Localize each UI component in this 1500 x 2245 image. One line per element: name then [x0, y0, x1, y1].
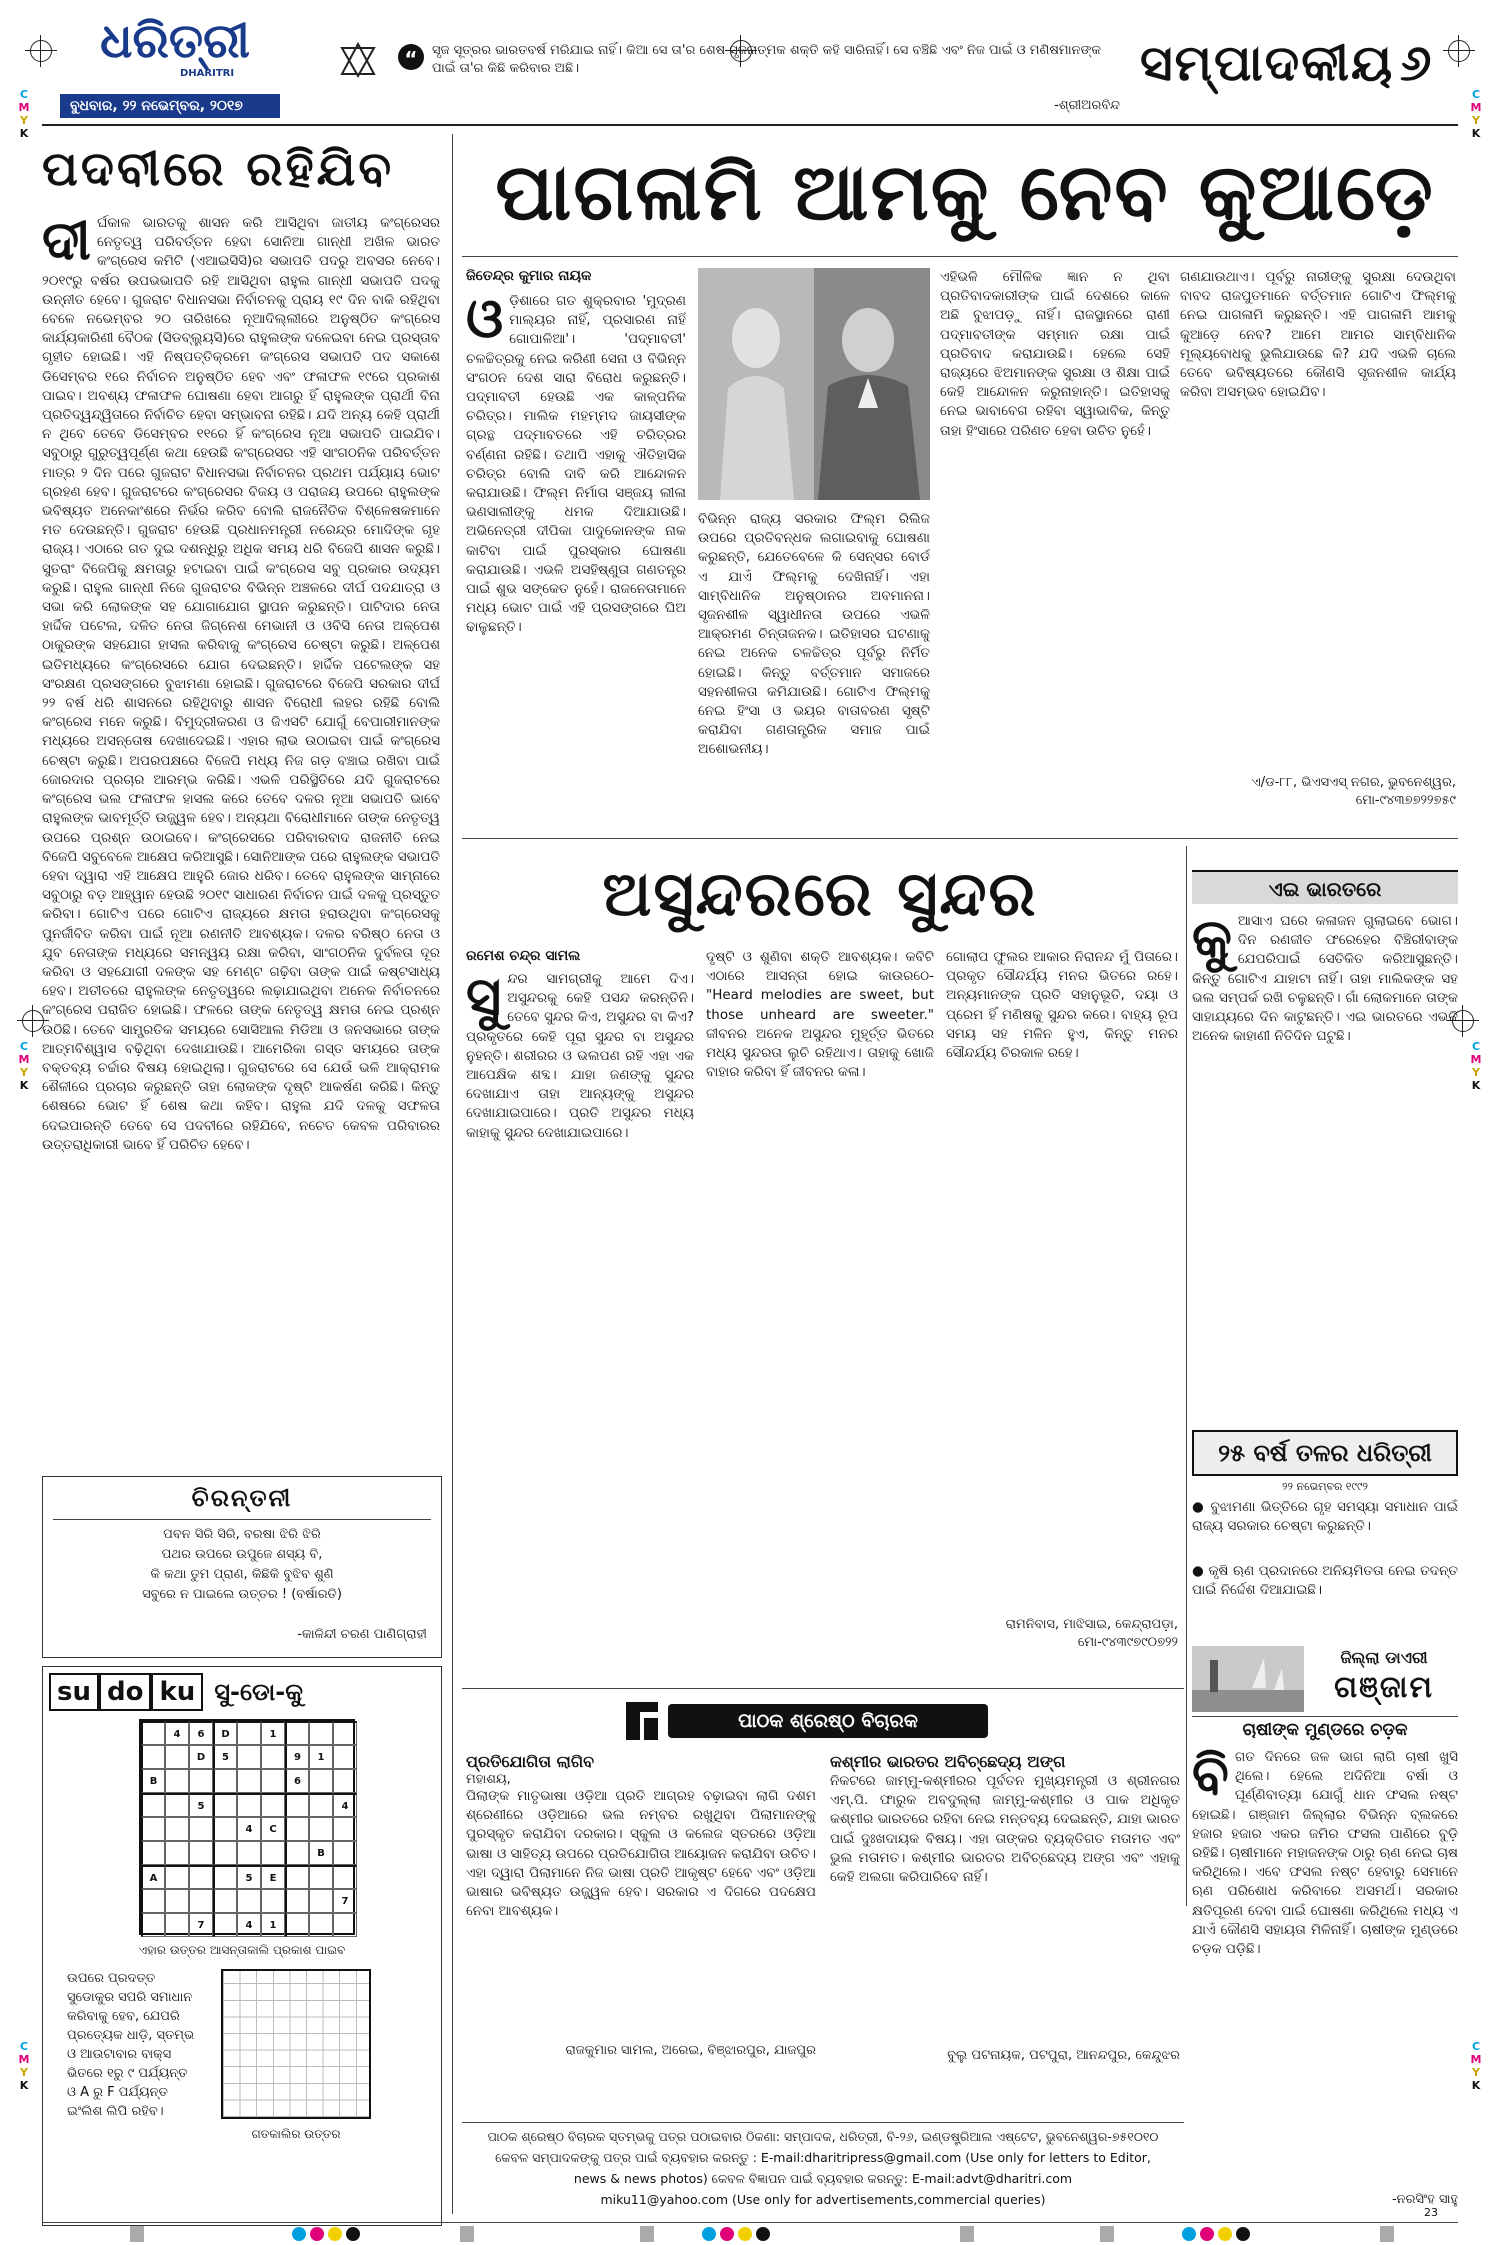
ei-bharatare: [1192, 846, 1458, 1416]
cmyk-mark: C M Y K: [1470, 2040, 1482, 2092]
sudoku-title-part: ku: [151, 1673, 203, 1711]
footer-line: news & news photos) କେବଳ ବିଜ୍ଞାପନ ପାଇଁ ବ୍ୟବହାର କରନ୍ତୁ: E-mail:advt@dharitri.com: [573, 2171, 1073, 2186]
phone-line: ମୋ-୯୪୩୯୭୯୦୭୨୨: [1077, 1635, 1178, 1650]
sudoku-cell: [165, 1865, 189, 1889]
zilla-photo: [1192, 1646, 1304, 1712]
sudoku-cell: 5: [189, 1793, 213, 1817]
masthead-quote: ସୃଜ ସୂତ୍ରର ଭାରତବର୍ଷ ମରିଯାଇ ନାହିଁ। କିଆ ସେ ତା'ର ଶେଷ ସୃଜନାତ୍ମକ ଶକ୍ତି କହି ସାରିନାହିଁ। ସେ ବଞ୍ଚିଛି ଏବଂ ନିଜ ପାଇଁ ଓ ମଣିଷମାନଙ୍କ ପାଇଁ ତା'ର କିଛି କରିବାର ଅଛି।: [432, 43, 1101, 76]
lighthouse-photo-icon: [1192, 1646, 1304, 1712]
page-number-odia: ୬: [1400, 33, 1434, 92]
poem-line: କି କଥା ତୁମ ପ୍ରାଣ, କିଛିକି ବୁଝିବ ଶୁଣି: [150, 1567, 334, 1582]
author-address: [946, 1616, 1178, 1652]
sudoku-title: [49, 1673, 439, 1713]
sudoku-cell: 7: [189, 1913, 213, 1937]
editorial-body: ଦୀର୍ଘକାଳ ଭାରତକୁ ଶାସନ କରି ଆସିଥିବା ଜାତୀୟ କଂଗ୍ରେସର ନେତୃତ୍ୱ ପରିବର୍ତ୍ତନ ହେବା ସୋନିଆ ଗାନ୍ଧୀ ଅଖିଳ ଭାରତ କଂଗ୍ରେସ କମିଟି (ଏଆଇସିସି)ର ସଭାପତି ପଦରୁ ଅବସର ନେବେ। ୨୦୧୯ରୁ ବର୍ଷର ଉପଭଭାପତି ରହି ଆସିଥିବା ରାହୁଲ ଗାନ୍ଧୀ ସଭାପତି ପଦକୁ ଉନ୍ନୀତ ହେବେ। ଗୁଜରାଟ ବିଧାନସଭା ନିର୍ବାଚନକୁ ପ୍ରାୟ ୧୯ ଦିନ ବାକି ରହିଥିବା ବେଳେ ନଭେମ୍ବର ୨୦ ତାରିଖରେ ନୂଆଦିଲ୍ଲୀରେ ଅନୁଷ୍ଠିତ କଂଗ୍ରେସ କାର୍ଯ୍ୟକାରିଣୀ ବୈଠକ (ସିଡବ୍ଲ୍ୟୁସି)ରେ ରାହୁଲଙ୍କ ଦଳେଇବା ନେଇ ପ୍ରସ୍ତାବ ଗୃହୀତ ହୋଇଛି। ଏହି ନିଷ୍ପତ୍ତିକ୍ରମେ କଂଗ୍ରେସ ସଭାପତି ପଦ ସକାଶେ ଡିସେମ୍ବର ୧ରେ ନିର୍ବାଚନ ଅନୁଷ୍ଠିତ ହେବ ଏବଂ ଫଳାଫଳ ୧୯ରେ ପ୍ରକାଶ ପାଇବ। ଅବଶ୍ୟ ଫଳାଫଳ ଘୋଷଣା ହେବା ଆଗରୁ ହିଁ ରାହୁଲଙ୍କ ପ୍ରାର୍ଥୀ ବିନା ପ୍ରତିଦ୍ୱନ୍ଦ୍ୱିତାରେ ନିର୍ବାଚିତ ହେବା ସମ୍ଭାବନା ରହିଛି। ଯଦି ଅନ୍ୟ କେହି ପ୍ରାର୍ଥୀ ନ ଥିବେ ତେବେ ଡିସେମ୍ବର ୧୧ରେ ହିଁ କଂଗ୍ରେସ ନୂଆ ସଭାପତି ପାଇଯିବ। ସବୁଠାରୁ ଗୁରୁତ୍ୱପୂର୍ଣ୍ଣ କଥା ହେଉଛି କଂଗ୍ରେସର ଏହି ସାଂଗଠନିକ ପରିବର୍ତ୍ତନ ମାତ୍ର ୨ ଦିନ ପରେ ଗୁଜରାଟ ବିଧାନସଭା ନିର୍ବାଚନର ପ୍ରଥମ ପର୍ଯ୍ୟାୟ ଭୋଟ ଗ୍ରହଣ ହେବ। ଗୁଜରାଟରେ କଂଗ୍ରେସର ବିଜୟ ଓ ପରାଜୟ ଉପରେ ରାହୁଲଙ୍କ ଭବିଷ୍ୟତ ଅନେକାଂଶରେ ନିର୍ଭର କରିବ ବୋଲି ରାଜନୈତିକ ବିଶ୍ଳେଷକମାନେ ମତ ଦେଉଛନ୍ତି। ଗୁଜରାଟ ହେଉଛି ପ୍ରଧାନମନ୍ତ୍ରୀ ନରେନ୍ଦ୍ର ମୋଦିଙ୍କ ଗୃହ ରାଜ୍ୟ। ଏଠାରେ ଗତ ଦୁଇ ଦଶନ୍ଧିରୁ ଅଧିକ ସମୟ ଧରି ବିଜେପି ଶାସନ କରୁଛି। ସୁତରାଂ ବିଜେପିକୁ କ୍ଷମତାରୁ ହଟାଇବା ପାଇଁ କଂଗ୍ରେସ ସବୁ ପ୍ରକାର ଉଦ୍ୟମ କରୁଛି। ରାହୁଲ ଗାନ୍ଧୀ ନିଜେ ଗୁଜରାଟର ବିଭିନ୍ନ ଅଞ୍ଚଳରେ ଦୀର୍ଘ ପଦଯାତ୍ରା ଓ ସଭା କରି ଲୋକଙ୍କ ସହ ଯୋଗାଯୋଗ ସ୍ଥାପନ କରୁଛନ୍ତି। ପାଟିଦାର ନେତା ହାର୍ଦ୍ଦିକ ପଟେଲ, ଦଳିତ ନେତା ଜିଗ୍ନେଶ ମେଭାନୀ ଓ ଓବିସି ନେତା ଅଳ୍ପେଶ ଠାକୁରଙ୍କ ସହଯୋଗ ହାସଲ କରିବାକୁ କଂଗ୍ରେସ ଚେଷ୍ଟା କରୁଛି। ଅଳ୍ପେଶ ଇତିମଧ୍ୟରେ କଂଗ୍ରେସରେ ଯୋଗ ଦେଇଛନ୍ତି। ହାର୍ଦ୍ଦିକ ପଟେଲଙ୍କ ସହ ସଂରକ୍ଷଣ ପ୍ରସଙ୍ଗରେ ବୁଝାମଣା ହୋଇଛି। ଗୁଜରାଟରେ ବିଜେପି ସରକାର ଦୀର୍ଘ ୨୨ ବର୍ଷ ଧରି ଶାସନରେ ରହିଥିବାରୁ ଶାସନ ବିରୋଧୀ ଲହର ରହିଛି ବୋଲି କଂଗ୍ରେସ ମନେ କରୁଛି। ବିମୁଦ୍ରୀକରଣ ଓ ଜିଏସଟି ଯୋଗୁଁ ବେପାରୀମାନଙ୍କ ମଧ୍ୟରେ ଅସନ୍ତୋଷ ଦେଖାଦେଇଛି। ଏହାର ଲାଭ ଉଠାଇବା ପାଇଁ କଂଗ୍ରେସ ଚେଷ୍ଟା କରୁଛି। ଅପରପକ୍ଷରେ ବିଜେପି ମଧ୍ୟ ନିଜ ଗଡ଼ ବଞ୍ଚାଇ ରଖିବା ପାଇଁ ଜୋରଦାର ପ୍ରଚାର ଆରମ୍ଭ କରିଛି। ଏଭଳି ପରିସ୍ଥିତିରେ ଯଦି ଗୁଜରାଟରେ କଂଗ୍ରେସ ଭଲ ଫଳାଫଳ ହାସଲ କରେ ତେବେ ଦଳର ନୂଆ ସଭାପତି ଭାବେ ରାହୁଲଙ୍କ ଭାବମୂର୍ତ୍ତି ଉଜ୍ଜ୍ୱଳ ହେବ। ଅନ୍ୟଥା ବିରୋଧୀମାନେ ତାଙ୍କ ନେତୃତ୍ୱ ଉପରେ ପ୍ରଶ୍ନ ଉଠାଇବେ। କଂଗ୍ରେସରେ ପରିବାରବାଦ ରାଜନୀତି ନେଇ ବିଜେପି ସବୁବେଳେ ଆକ୍ଷେପ କରିଆସୁଛି। ସୋନିଆଙ୍କ ପରେ ରାହୁଲଙ୍କ ସଭାପତି ହେବା ଦ୍ୱାରା ଏହି ଆକ୍ଷେପ ଆହୁରି ଜୋର ଧରିବ। ତେବେ ରାହୁଲଙ୍କ ସାମ୍ନାରେ ସବୁଠାରୁ ବଡ଼ ଆହ୍ୱାନ ହେଉଛି ୨୦୧୯ ସାଧାରଣ ନିର୍ବାଚନ ପାଇଁ ଦଳକୁ ପ୍ରସ୍ତୁତ କରିବା। ଗୋଟିଏ ପରେ ଗୋଟିଏ ରାଜ୍ୟରେ କ୍ଷମତା ହରାଉଥିବା କଂଗ୍ରେସକୁ ପୁନର୍ଜୀବିତ କରିବା ପାଇଁ ନୂଆ ରଣନୀତି ଆବଶ୍ୟକ। ଦଳର ବରିଷ୍ଠ ନେତା ଓ ଯୁବ ନେତାଙ୍କ ମଧ୍ୟରେ ସମନ୍ୱୟ ରକ୍ଷା କରିବା, ସାଂଗଠନିକ ଦୁର୍ବଳତା ଦୂର କରିବା ଓ ସହଯୋଗୀ ଦଳଙ୍କ ସହ ମେଣ୍ଟ ଗଢ଼ିବା ତାଙ୍କ ପାଇଁ କଷ୍ଟସାଧ୍ୟ ହେବ। ଅତୀତରେ ରାହୁଲଙ୍କ ନେତୃତ୍ୱରେ ଲଢ଼ାଯାଇଥିବା ଅନେକ ନିର୍ବାଚନରେ କଂଗ୍ରେସ ପରାଜିତ ହୋଇଛି। ଫଳରେ ତାଙ୍କ ନେତୃତ୍ୱ କ୍ଷମତା ନେଇ ପ୍ରଶ୍ନ ଉଠିଛି। ତେବେ ସାମ୍ପ୍ରତିକ ସମୟରେ ସୋସିଆଲ ମିଡିଆ ଓ ଜନସଭାରେ ତାଙ୍କ ଆତ୍ମବିଶ୍ୱାସ ବଢ଼ିଥିବା ଦେଖାଯାଉଛି। ଆମେରିକା ଗସ୍ତ ସମୟରେ ତାଙ୍କ ବକ୍ତବ୍ୟ ଚର୍ଚ୍ଚାର ବିଷୟ ହୋଇଥିଲା। ଗୁଜରାଟରେ ସେ ଯେଉଁ ଭଳି ଆକ୍ରାମକ ଶୈଳୀରେ ପ୍ରଚାର କରୁଛନ୍ତି ତାହା ଲୋକଙ୍କ ଦୃଷ୍ଟି ଆକର୍ଷଣ କରିଛି। କିନ୍ତୁ ଶେଷରେ ଭୋଟ ହିଁ ଶେଷ କଥା କହିବ। ରାହୁଲ ଯଦି ଦଳକୁ ସଫଳତା ଦେଇପାରନ୍ତି ତେବେ ସେ ପଦବୀରେ ରହିଯିବେ, ନଚେତ କେବଳ ପରିବାରର ଉତ୍ତରାଧିକାରୀ ଭାବେ ହିଁ ପରିଚିତ ହେବେ।: [42, 214, 440, 1153]
article-column: ଏହିଭଳି ମୌଳିକ ଜ୍ଞାନ ନ ଥିବା ପ୍ରତିବାଦକାରୀଙ୍କ ପାଇଁ ଦେଶରେ କାଳେ ଅଛି ବୁଝାପଡ଼ୁ ନାହିଁ। ରାଜସ୍ଥାନରେ ରାଣୀ ପଦ୍ମାବତୀଙ୍କ ସମ୍ମାନ ରକ୍ଷା ପାଇଁ ପ୍ରତିବାଦ କରାଯାଉଛି। ହେଲେ ସେହି ରାଜ୍ୟରେ ଝିଅମାନଙ୍କ ସୁରକ୍ଷା ଓ ଶିକ୍ଷା ପାଇଁ କେହି ଆନ୍ଦୋଳନ କରୁନାହାନ୍ତି। ଇତିହାସକୁ ନେଇ ଭାବାବେଗ ରହିବା ସ୍ୱାଭାବିକ, କିନ୍ତୁ ତାହା ହିଂସାରେ ପରିଣତ ହେବା ଉଚିତ ନୁହେଁ।: [940, 269, 1170, 439]
sudoku-cell: [213, 1841, 237, 1865]
footer-line: ପାଠକ ଶ୍ରେଷ୍ଠ ବିଚାରକ ସ୍ତମ୍ଭକୁ ପତ୍ର ପଠାଇବାର ଠିକଣା: ସମ୍ପାଦକ, ଧରିତ୍ରୀ, ବି-୨୬, ଇଣ୍ଡଷ୍ଟ୍ରିଆଲ ଏଷ୍ଟେଟ, ଭୁବନେଶ୍ୱର-୭୫୧୦୧୦: [487, 2129, 1159, 2144]
sudoku-cell: [237, 1721, 261, 1745]
sudoku-answer-caption: ଏହାର ଉତ୍ତର ଆସନ୍ତାକାଲି ପ୍ରକାଶ ପାଇବ: [138, 1943, 346, 1957]
dropcap: କୁ: [1192, 912, 1232, 970]
poem-line: ସବୁରେ ନ ପାଇଲେ ଉତ୍ତର ! (ବର୍ଷାରତି): [142, 1587, 342, 1602]
sudoku-cell: [261, 1769, 285, 1793]
poem: [43, 1525, 441, 1605]
sudoku-cell: [237, 1793, 261, 1817]
sudoku-cell: 1: [309, 1745, 333, 1769]
page-number: 23: [1424, 2206, 1438, 2219]
sudoku-cell: [309, 1889, 333, 1913]
zilla-title: ଚାଷୀଙ୍କ ମୁଣ୍ଡରେ ଚଡ଼କ: [1242, 1720, 1408, 1740]
sudoku-cell: 4: [237, 1913, 261, 1937]
sudoku-cell: [285, 1913, 309, 1937]
sudoku-cell: [189, 1841, 213, 1865]
sudoku-cell: [213, 1889, 237, 1913]
registration-mark-icon: [1448, 40, 1470, 62]
poem-author: -କାଳିନ୍ଦୀ ଚରଣ ପାଣିଗ୍ରାହୀ: [297, 1627, 427, 1642]
poem-line: ପବନ ସିରି ସିରି, ବରଷା ଝିରି ଝିରି: [163, 1527, 321, 1542]
sudoku-cell: [333, 1745, 357, 1769]
sudoku-grid: [139, 1719, 355, 1935]
article-column: ସୁନ୍ଦର ସାମଗ୍ରୀକୁ ଆମେ ଦିଏ। ଅସୁନ୍ଦରକୁ କେହି ପସନ୍ଦ କରନ୍ତିନି। ତେବେ ସୁନ୍ଦର କିଏ, ଅସୁନ୍ଦର ବା କିଏ? ପ୍ରକୃତରେ କେହି ପୂରା ସୁନ୍ଦର ବା ଅସୁନ୍ଦର ନୁହନ୍ତି। ଶରୀରର ଓ ଭଲପଣ ରହି ଏହା ଏକ ଆପେକ୍ଷିକ ଶବ୍ଦ। ଯାହା ଜଣଙ୍କୁ ସୁନ୍ଦର ଦେଖାଯାଏ ତାହା ଆନ୍ୟଙ୍କୁ ଅସୁନ୍ଦର ଦେଖାଯାଇପାରେ। ପ୍ରତି ଅସୁନ୍ଦର ମଧ୍ୟ କାହାକୁ ସୁନ୍ଦର ଦେଖାଯାଇପାରେ।: [466, 970, 694, 1141]
letters-banner-title: ପାଠକ ଶ୍ରେଷ୍ଠ ବିଚାରକ: [668, 1704, 988, 1738]
sudoku-cell: [333, 1769, 357, 1793]
masthead-quote-author: -ଶ୍ରୀଅରବିନ୍ଦ: [1054, 98, 1120, 113]
sudoku-cell: [237, 1841, 261, 1865]
sudoku-cell: [333, 1913, 357, 1937]
sudoku-cell: 1: [261, 1913, 285, 1937]
author-address: [1180, 774, 1456, 810]
footer-line: କେବଳ ସମ୍ପାଦକଙ୍କୁ ପତ୍ର ପାଇଁ ବ୍ୟବହାର କରନ୍ତୁ : E-mail:dharitripress@gmail.com (Use only for letters to Editor,: [495, 2150, 1151, 2165]
sudoku-cell: [189, 1889, 213, 1913]
letters-logo-icon: [622, 1698, 662, 1744]
sudoku-cell: [333, 1865, 357, 1889]
sudoku-cell: [309, 1721, 333, 1745]
zilla-label: ଜିଲ୍ଲା ଡାଏରୀ: [1340, 1648, 1428, 1667]
zilla-signature: -ନରସିଂହ ସାହୁ: [1391, 2192, 1458, 2207]
article-column: ଗଣଯାଉଥାଏ। ପୂର୍ବରୁ ନାରୀଙ୍କୁ ସୁରକ୍ଷା ଦେଉଥିବା ବାବଦ ରାଜପୁତମାନେ ବର୍ତ୍ତମାନ ଗୋଟିଏ ଫିଲ୍ମକୁ ନେଇ ପାଗଳାମି କରୁଛନ୍ତି। ଏହି ପାଗଳାମି ଆମକୁ କୁଆଡ଼େ ନେବ? ଆମେ ଆମର ସାମ୍ବିଧାନିକ ମୂଲ୍ୟବୋଧକୁ ଭୁଲିଯାଉଛେ କି? ଯଦି ଏଭଳି ଚାଲେ ତେବେ ଭବିଷ୍ୟତରେ କୌଣସି ସୃଜନଶୀଳ କାର୍ଯ୍ୟ କରିବା ଅସମ୍ଭବ ହୋଇଯିବ।: [1180, 269, 1456, 401]
sudoku-cell: [165, 1745, 189, 1769]
sudoku-cell: [285, 1721, 309, 1745]
sudoku-cell: 4: [237, 1817, 261, 1841]
sudoku-cell: [141, 1817, 165, 1841]
sudoku-cell: [333, 1817, 357, 1841]
sudoku-cell: 7: [333, 1889, 357, 1913]
sudoku-cell: [237, 1769, 261, 1793]
ei-bharatare-title: ଏଇ ଭାରତରେ: [1192, 870, 1458, 904]
sudoku-cell: 5: [213, 1745, 237, 1769]
archive-date: ୨୨ ନଭେମ୍ବର ୧୯୯୨: [1282, 1480, 1368, 1493]
sudoku-cell: [261, 1745, 285, 1769]
archive-banner: ୨୫ ବର୍ଷ ତଳର ଧରିତ୍ରୀ: [1192, 1430, 1458, 1476]
address-line: ରାମନିବାସ, ମାଝିସାଇ, କେନ୍ଦ୍ରାପଡ଼ା,: [1005, 1617, 1178, 1632]
sudoku-cell: [165, 1913, 189, 1937]
sudoku-cell: [309, 1913, 333, 1937]
chirantani-box: [42, 1476, 442, 1658]
sudoku-cell: B: [309, 1841, 333, 1865]
logo: ଧରିତ୍ରୀ: [100, 13, 250, 69]
letter-body: ପିଲାଙ୍କ ମାତୃଭାଷା ଓଡ଼ିଆ ପ୍ରତି ଆଗ୍ରହ ବଢ଼ାଇବା ଲାଗି ଦଶମ ଶ୍ରେଣୀରେ ଓଡ଼ିଆରେ ଭଲ ନମ୍ବର ରଖୁଥିବା ପିଲାମାନଙ୍କୁ ପୁରସ୍କୃତ କରାଯିବା ଦରକାର। ସ୍କୁଲ ଓ କଲେଜ ସ୍ତରରେ ଓଡ଼ିଆ ଭାଷା ଓ ସାହିତ୍ୟ ଉପରେ ପ୍ରତିଯୋଗିତା ଆୟୋଜନ କରାଯିବା ଉଚିତ। ଏହା ଦ୍ୱାରା ପିଲାମାନେ ନିଜ ଭାଷା ପ୍ରତି ଆକୃଷ୍ଟ ହେବେ ଏବଂ ଓଡ଼ିଆ ଭାଷାର ଭବିଷ୍ୟତ ଉଜ୍ଜ୍ୱଳ ହେବ। ସରକାର ଏ ଦିଗରେ ପଦକ୍ଷେପ ନେବା ଆବଶ୍ୟକ।: [466, 1788, 816, 1920]
sudoku-cell: [189, 1817, 213, 1841]
letter-salutation: ମହାଶୟ,: [466, 1772, 511, 1787]
sudoku-cell: [213, 1913, 237, 1937]
article-photo: [698, 268, 930, 500]
sudoku-cell: A: [141, 1865, 165, 1889]
sudoku-cell: [309, 1793, 333, 1817]
sudoku-cell: [309, 1769, 333, 1793]
zilla-district: ଗଞ୍ଜାମ: [1334, 1670, 1434, 1705]
address-line: ଏ/ଡ-୮୮, ଭିଏସଏସ୍ ନଗର, ଭୁବନେଶ୍ୱର,: [1251, 775, 1456, 790]
second-article: [462, 948, 1182, 1678]
emblem-icon: [338, 40, 378, 80]
phone-line: ମୋ-୯୪୩୭୭୨୨୭୫୯: [1355, 793, 1456, 808]
poem-line: ପଥର ଉପରେ ଉପୁଜେ ଶସ୍ୟ ବି,: [161, 1547, 323, 1562]
sudoku-cell: [141, 1913, 165, 1937]
chirantani-title: ଚିରନ୍ତନୀ: [191, 1483, 293, 1512]
main-headline: ପାଗଳାମି ଆମକୁ ନେବ କୁଆଡ଼େ: [495, 147, 1435, 238]
sudoku-cell: [141, 1889, 165, 1913]
sudoku-cell: 6: [189, 1721, 213, 1745]
padmavati-photo-icon: [698, 268, 930, 500]
sudoku-cell: 5: [237, 1865, 261, 1889]
sudoku-cell: B: [141, 1769, 165, 1793]
sudoku-cell: [237, 1745, 261, 1769]
main-article: [462, 262, 1458, 832]
registration-mark-icon: [30, 40, 52, 62]
article-column: ଗୋଲାପ ଫୁଲର ଆକାର ନିରାନନ୍ଦ ମୁଁ ପିତାରେ। ପ୍ରକୃତ ସୌନ୍ଦର୍ଯ୍ୟ ମନର ଭିତରେ ରହେ। ଅନ୍ୟମାନଙ୍କ ପ୍ରତି ସହାନୁଭୂତି, ଦୟା ଓ ପ୍ରେମ ହିଁ ମଣିଷକୁ ସୁନ୍ଦର କରେ। ବାହ୍ୟ ରୂପ ସମୟ ସହ ମଳିନ ହୁଏ, କିନ୍ତୁ ମନର ସୌନ୍ଦର୍ଯ୍ୟ ଚିରକାଳ ରହେ।: [946, 949, 1178, 1062]
sudoku-rules: ଉପରେ ପ୍ରଦତ୍ତ ସୁଡୋକୁର ସପରି ସମାଧାନ କରିବାକୁ ହେବ, ଯେପରି ପ୍ରତ୍ୟେକ ଧାଡ଼ି, ସ୍ତମ୍ଭ ଓ ଆଉଟାବାର ବାକ୍ସ ଭିତରେ ୧ରୁ ୯ ପର୍ଯ୍ୟନ୍ତ ଓ A ରୁ F ପର୍ଯ୍ୟନ୍ତ ଇଂଲିଶ ଲିପି ରହିବ।: [67, 1971, 195, 2119]
editorial-headline: ପଦବୀରେ ରହିଯିବ: [42, 141, 395, 197]
second-headline: ଅସୁନ୍ଦରରେ ସୁନ୍ଦର: [602, 857, 1038, 930]
letters-section: [462, 1694, 1184, 2219]
sudoku-cell: [285, 1865, 309, 1889]
sudoku-cell: [213, 1793, 237, 1817]
archive-item: ● କୃଷି ଋଣ ପ୍ରଦାନରେ ଅନିୟମିତତା ନେଇ ତଦନ୍ତ ପାଇଁ ନିର୍ଦ୍ଦେଶ ଦିଆଯାଇଛି।: [1192, 1563, 1458, 1599]
masthead: [0, 0, 1500, 130]
zilla-body: ବିଗତ ଦିନରେ ଜଳ ଭାଗ ଲାଗି ଚାଷୀ ଖୁସି ଥିଲେ। ହେଲେ ଅଦିନିଆ ବର୍ଷା ଓ ଘୂର୍ଣ୍ଣିବାତ୍ୟା ଯୋଗୁଁ ଧାନ ଫସଲ ନଷ୍ଟ ହୋଇଛି। ଗଞ୍ଜାମ ଜିଲ୍ଲାର ବିଭିନ୍ନ ବ୍ଲକରେ ହଜାର ହଜାର ଏକର ଜମିର ଫସଲ ପାଣିରେ ବୁଡ଼ି ରହିଛି। ଚାଷୀମାନେ ମହାଜନଙ୍କ ଠାରୁ ଋଣ ନେଇ ଚାଷ କରିଥିଲେ। ଏବେ ଫସଲ ନଷ୍ଟ ହେବାରୁ ସେମାନେ ଋଣ ପରିଶୋଧ କରିବାରେ ଅସମର୍ଥ। ସରକାର କ୍ଷତିପୂରଣ ଦେବା ପାଇଁ ଘୋଷଣା କରିଥିଲେ ମଧ୍ୟ ଏ ଯାଏଁ କୌଣସି ସହାୟତା ମିଳିନାହିଁ। ଚାଷୀଙ୍କ ମୁଣ୍ଡରେ ଚଡ଼କ ପଡ଼ିଛି।: [1192, 1748, 1458, 1958]
letter-right: [830, 1752, 1180, 2112]
sudoku-cell: [261, 1889, 285, 1913]
previous-solution-caption: ଗତକାଲିର ଉତ୍ତର: [251, 2127, 341, 2141]
dropcap: ଦୀ: [42, 214, 91, 272]
sudoku-cell: [285, 1817, 309, 1841]
article-column: ଓଡ଼ିଶାରେ ଗତ ଶୁକ୍ରବାର 'ମୁଦ୍ରଣ ମାଲ୍ୟର ନାହିଁ, ପ୍ରସାରଣ ନାହିଁ ଗୋପାଳିଆ'। 'ପଦ୍ମାବତୀ' ଚଳଚ୍ଚିତ୍ରକୁ ନେଇ କରିଣୀ ସେନା ଓ ବିଭିନ୍ନ ସଂଗଠନ ଦେଶ ସାରା ବିରୋଧ କରୁଛନ୍ତି। ପଦ୍ମାବତୀ ହେଉଛି ଏକ କାଳ୍ପନିକ ଚରିତ୍ର। ମାଲିକ ମହମ୍ମଦ ଜାୟସୀଙ୍କ ଗ୍ରନ୍ଥ ପଦ୍ମାବତରେ ଏହି ଚରିତ୍ରର ବର୍ଣ୍ଣନା ରହିଛି। ତଥାପି ଏହାକୁ ଐତିହାସିକ ଚରିତ୍ର ବୋଲି ଦାବି କରି ଆନ୍ଦୋଳନ କରାଯାଉଛି। ଫିଲ୍ମ ନିର୍ମାତା ସଞ୍ଜୟ ଲୀଳା ଭଣସାଲୀଙ୍କୁ ଧମକ ଦିଆଯାଉଛି। ଅଭିନେତ୍ରୀ ଦୀପିକା ପାଦୁକୋନଙ୍କ ନାକ କାଟିବା ପାଇଁ ପୁରସ୍କାର ଘୋଷଣା କରାଯାଉଛି। ଏଭଳି ଅସହିଷ୍ଣୁତା ଗଣତନ୍ତ୍ର ପାଇଁ ଶୁଭ ସଙ୍କେତ ନୁହେଁ। ରାଜନେତାମାନେ ମଧ୍ୟ ଭୋଟ ପାଇଁ ଏହି ପ୍ରସଙ୍ଗରେ ଘିଅ ଢାଳୁଛନ୍ତି।: [466, 292, 686, 636]
sudoku-cell: D: [189, 1745, 213, 1769]
letter-left: [466, 1752, 816, 2112]
registration-mark-icon: [22, 1010, 44, 1032]
sudoku-cell: C: [261, 1817, 285, 1841]
date-bar: ବୁଧବାର, ୨୨ ନଭେମ୍ବର, ୨୦୧୭: [60, 94, 280, 118]
logo-subtitle: DHARITRI: [180, 68, 235, 79]
sudoku-cell: [309, 1817, 333, 1841]
dropcap: ଓ: [466, 292, 504, 350]
zilla-diary: [1192, 1640, 1458, 2216]
cmyk-mark: C M Y K: [18, 88, 30, 140]
sudoku-cell: [237, 1889, 261, 1913]
section-title: ସମ୍ପାଦକୀୟ: [1140, 33, 1395, 92]
article-column: ବିଭିନ୍ନ ରାଜ୍ୟ ସରକାର ଫିଲ୍ମ ରିଲିଜ ଉପରେ ପ୍ରତିବନ୍ଧକ ଲଗାଇବାକୁ ଘୋଷଣା କରୁଛନ୍ତି, ଯେତେବେଳେ କି ସେନ୍ସର ବୋର୍ଡ ଏ ଯାଏଁ ଫିଲ୍ମକୁ ଦେଖିନାହିଁ। ଏହା ସାମ୍ବିଧାନିକ ଅନୁଷ୍ଠାନର ଅବମାନନା। ସୃଜନଶୀଳ ସ୍ୱାଧୀନତା ଉପରେ ଏଭଳି ଆକ୍ରମଣ ଚିନ୍ତାଜନକ। ଇତିହାସର ଘଟଣାକୁ ନେଇ ଅନେକ ଚଳଚ୍ଚିତ୍ର ପୂର୍ବରୁ ନିର୍ମିତ ହୋଇଛି। କିନ୍ତୁ ବର୍ତ୍ତମାନ ସମାଜରେ ସହନଶୀଳତା କମିଯାଉଛି। ଗୋଟିଏ ଫିଲ୍ମକୁ ନେଇ ହିଂସା ଓ ଭୟର ବାତାବରଣ ସୃଷ୍ଟି କରାଯିବା ଗଣତାନ୍ତ୍ରିକ ସମାଜ ପାଇଁ ଅଶୋଭନୀୟ।: [698, 511, 930, 758]
sudoku-cell: [165, 1817, 189, 1841]
cmyk-mark: C M Y K: [18, 1040, 30, 1092]
letter-body: ନିକଟରେ ଜାମ୍ମୁ-କଶ୍ମୀରର ପୂର୍ବତନ ମୁଖ୍ୟମନ୍ତ୍ରୀ ଓ ଶ୍ରୀନଗର ଏମ୍.ପି. ଫାରୁକ ଅବଦୁଲ୍ଲା ଜାମ୍ମୁ-କଶ୍ମୀର ଓ ପାକ ଅଧିକୃତ କଶ୍ମୀର ଭାରତରେ ରହିବା ନେଇ ମନ୍ତବ୍ୟ ଦେଇଛନ୍ତି, ଯାହା ଭାରତ ପାଇଁ ଦୁଃଖଦାୟକ ବିଷୟ। ଏହା ତାଙ୍କର ବ୍ୟକ୍ତିଗତ ମତାମତ ଏବଂ ଭୁଲ ମତାମତ। କଶ୍ମୀର ଭାରତର ଅବିଚ୍ଛେଦ୍ୟ ଅଙ୍ଗ ଏବଂ ଏହାକୁ କେହି ଅଲଗା କରିପାରିବେ ନାହିଁ।: [830, 1773, 1180, 1886]
sudoku-cell: 4: [165, 1721, 189, 1745]
byline: ଜିତେନ୍ଦ୍ର କୁମାର ନାୟକ: [466, 268, 592, 284]
sudoku-cell: 1: [261, 1721, 285, 1745]
footer-line: miku11@yahoo.com (Use only for advertisements,commercial queries): [600, 2192, 1046, 2207]
sudoku-cell: [189, 1769, 213, 1793]
dropcap: ସୁ: [466, 970, 502, 1028]
sudoku-cell: D: [213, 1721, 237, 1745]
sudoku-box: [42, 1666, 442, 2226]
sudoku-cell: [333, 1721, 357, 1745]
letter-title: ପ୍ରତିଯୋଗିତା ଲାଗିବ: [466, 1752, 595, 1771]
registration-mark-icon: [730, 40, 752, 62]
sudoku-cell: [141, 1793, 165, 1817]
article-column: ଦୃଷ୍ଟି ଓ ଶୁଣିବା ଶକ୍ତି ଆବଶ୍ୟକ। କବିଟି ଏଠାରେ ଆସନ୍ତା ହୋଇ କାଉରଠେ- "Heard melodies are sweet, but those unheard are sweeter." ଜୀବନର ଅନେକ ଅସୁନ୍ଦର ମୁହୂର୍ତ୍ତ ଭିତରେ ମଧ୍ୟ ସୁନ୍ଦରତା ଲୁଚି ରହିଥାଏ। ତାହାକୁ ଖୋଜି ବାହାର କରିବା ହିଁ ଜୀବନର କଳା।: [706, 949, 934, 1081]
sudoku-cell: [261, 1793, 285, 1817]
dropcap: ବି: [1192, 1748, 1229, 1806]
sudoku-title-part: su: [49, 1673, 99, 1711]
cmyk-mark: C M Y K: [1470, 1040, 1482, 1092]
archive-box: [1192, 1422, 1458, 1632]
cmyk-mark: C M Y K: [1470, 88, 1482, 140]
sudoku-cell: [141, 1841, 165, 1865]
sudoku-title-odia: ସୁ-ଡୋ-କୁ: [214, 1678, 303, 1706]
quote-icon: “: [398, 44, 424, 70]
ei-bharatare-body: କୁଆସାଏ ଘରେ କଳାଜନ ଗୁଲାଇବେ ଭୋଗ। ଦିନ ରଣଜୀତ ଫରେହେର ବିଞ୍ଚିରୀବାଙ୍କ ଯେପରିପାଇଁ ସେତିକିତ କରିଆସୁଛନ୍ତି। କିନ୍ତୁ ଗୋଟିଏ ଯାହାଟା ନାହିଁ। ତାହା ମାଲିକଙ୍କ ସହ ଭଲ ସମ୍ପର୍କ ରଖି ଚଳୁଛନ୍ତି। ଗାଁ ଲୋକମାନେ ତାଙ୍କ ସାହାଯ୍ୟରେ ଦିନ କାଟୁଛନ୍ତି। ଏଇ ଭାରତରେ ଏଭଳି ଅନେକ କାହାଣୀ ନିତିଦିନ ଘଟୁଛି।: [1192, 912, 1458, 1045]
sudoku-cell: [165, 1889, 189, 1913]
sudoku-cell: [213, 1817, 237, 1841]
sudoku-cell: [285, 1793, 309, 1817]
sudoku-cell: 4: [333, 1793, 357, 1817]
letter-signature: ବୁଲୁ ପଟନାୟକ, ପଟପୁରା, ଆନନ୍ଦପୁର, କେନ୍ଦୁଝର: [947, 2048, 1180, 2063]
sudoku-cell: [333, 1841, 357, 1865]
previous-solution-grid: [221, 1969, 371, 2119]
letters-footer: [462, 2126, 1184, 2210]
print-color-bar: [0, 2226, 1500, 2244]
sudoku-cell: [165, 1793, 189, 1817]
sudoku-cell: [285, 1841, 309, 1865]
sudoku-cell: [213, 1865, 237, 1889]
sudoku-cell: [261, 1841, 285, 1865]
sudoku-cell: E: [261, 1865, 285, 1889]
sudoku-cell: [165, 1841, 189, 1865]
letter-title: କଶ୍ମୀର ଭାରତର ଅବିଚ୍ଛେଦ୍ୟ ଅଙ୍ଗ: [830, 1752, 1066, 1771]
sudoku-cell: 6: [285, 1769, 309, 1793]
archive-item: ● ବୁଝାମଣା ଭିତ୍ତିରେ ଗୃହ ସମସ୍ୟା ସମାଧାନ ପାଇଁ ରାଜ୍ୟ ସରକାର ଚେଷ୍ଟା କରୁଛନ୍ତି।: [1192, 1499, 1458, 1535]
letters-banner: [622, 1698, 1022, 1744]
sudoku-cell: [141, 1721, 165, 1745]
sudoku-cell: [189, 1865, 213, 1889]
sudoku-title-part: do: [99, 1673, 151, 1711]
byline: ରମେଶ ଚନ୍ଦ୍ର ସାମଲ: [466, 948, 581, 964]
sudoku-cell: [165, 1769, 189, 1793]
sudoku-cell: [213, 1769, 237, 1793]
letter-signature: ରାଜକୁମାର ସାମଲ, ଅରେଇ, ବିଞ୍ଝାରପୁର, ଯାଜପୁର: [565, 2043, 816, 2058]
cmyk-mark: C M Y K: [18, 2040, 30, 2092]
sudoku-cell: [285, 1889, 309, 1913]
sudoku-cell: 9: [285, 1745, 309, 1769]
sudoku-cell: [309, 1865, 333, 1889]
sudoku-cell: [141, 1745, 165, 1769]
